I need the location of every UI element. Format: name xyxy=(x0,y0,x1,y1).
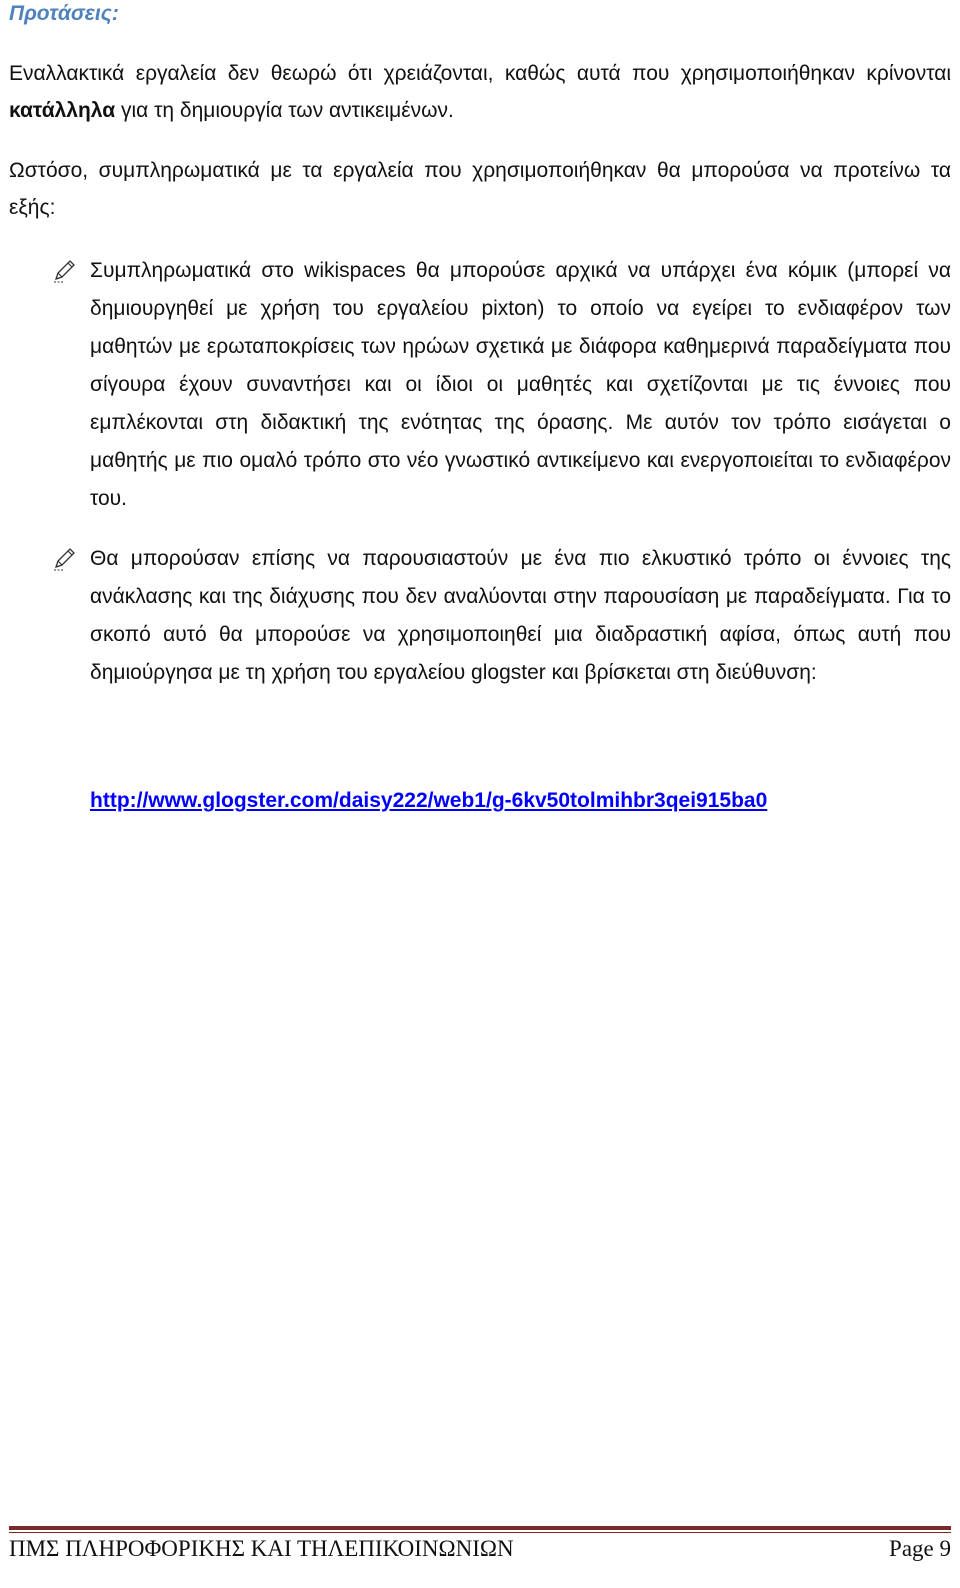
paragraph-intro-text: Εναλλακτικά εργαλεία δεν θεωρώ ότι χρειάζονται, καθώς αυτά που χρησιμοποιήθηκαν κρίνονται xyxy=(9,62,951,85)
pencil-icon xyxy=(52,546,78,572)
footer-divider-thin xyxy=(9,1532,951,1533)
glogster-link[interactable]: http://www.glogster.com/daisy222/web1/g-6kv50tolmihbr3qei915ba0 xyxy=(90,789,768,812)
bullet-item-poster xyxy=(0,540,951,692)
bullet-text-comic: Συμπληρωματικά στο wikispaces θα μπορούσε αρχικά να υπάρχει ένα κόμικ (μπορεί να δημιουργηθεί με χρήση του εργαλείου pixton) το οποίο να εγείρει το ενδιαφέρον των μαθητών με ερωταποκρίσεις των ηρώων σχετικά με διάφορα καθημερινά παραδείγματα που σίγουρα έχουν συναντήσει και οι ίδιοι οι μαθητές και σχετίζονται με τις έννοιες που εμπλέκονται στη διδακτική της ενότητας της όρασης. Με αυτόν τον τρόπο εισάγεται ο μαθητής με πιο ομαλό τρόπο στο νέο γνωστικό αντικείμενο και ενεργοποιείται το ενδιαφέρον του. xyxy=(90,259,951,510)
footer-page-number: Page 9 xyxy=(889,1536,951,1561)
section-heading: Προτάσεις: xyxy=(9,2,119,25)
footer-program-name: ΠΜΣ ΠΛΗΡΟΦΟΡΙΚΗΣ ΚΑΙ ΤΗΛΕΠΙΚΟΙΝΩΝΙΩΝ xyxy=(9,1536,514,1561)
paragraph-intro-bold: κατάλληλα xyxy=(9,99,116,122)
bullet-item-comic xyxy=(0,252,951,518)
footer-divider xyxy=(9,1526,951,1530)
paragraph-intro xyxy=(9,55,951,129)
paragraph-intro-tail: για τη δημιουργία των αντικειμένων. xyxy=(115,99,454,122)
pencil-icon xyxy=(52,258,78,284)
paragraph-suggestions: Ωστόσο, συμπληρωματικά με τα εργαλεία που χρησιμοποιήθηκαν θα μπορούσα να προτείνω τα εξής: xyxy=(9,159,951,219)
bullet-list xyxy=(0,252,960,692)
bullet-text-poster: Θα μπορούσαν επίσης να παρουσιαστούν με ένα πιο ελκυστικό τρόπο οι έννοιες της ανάκλασης και της διάχυσης που δεν αναλύονται στην παρουσίαση με παραδείγματα. Για το σκοπό αυτό θα μπορούσε να χρησιμοποιηθεί μια διαδραστική αφίσα, όπως αυτή που δημιούργησα με τη χρήση του εργαλείου glogster και βρίσκεται στη διεύθυνση: xyxy=(90,547,951,684)
